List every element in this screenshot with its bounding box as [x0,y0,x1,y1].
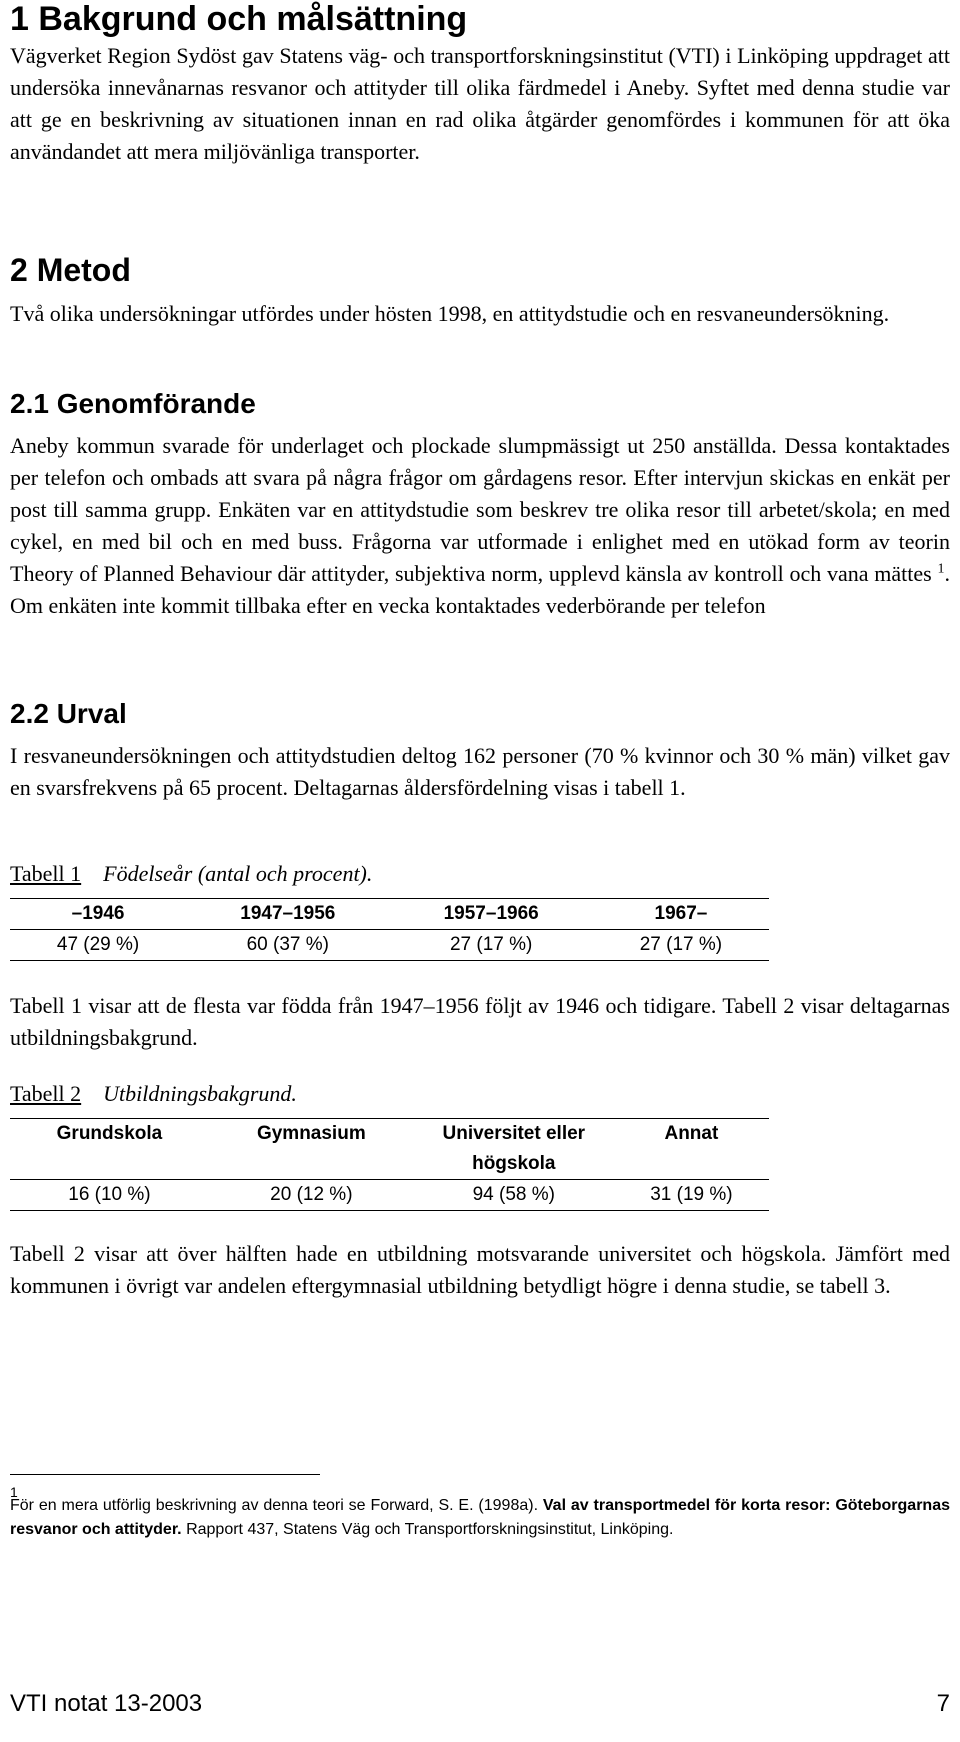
paragraph-urval: I resvaneundersökningen och attitydstudien deltog 162 personer (70 % kvinnor och 30 % män) vilket gav en svarsfrekvens på 65 procent. Deltagarnas åldersfördelning visas i tabell 1. [10,743,950,800]
page-footer [10,1690,950,1718]
table1-header: –1946 [10,899,186,930]
footnote [10,1480,950,1542]
heading-genomforande: 2.1 Genomförande [10,388,256,419]
table1-caption [10,858,372,890]
footnote-ref[interactable]: 1 [937,561,945,577]
table-fodelsear [10,898,769,961]
page-number: 7 [936,1690,950,1717]
table1-header: 1957–1966 [389,899,592,930]
footnote-title: Val av transportmedel för korta resor: Göteborgarnas resvanor och attityder. [10,1497,951,1538]
table2-cell: 20 (12 %) [209,1180,414,1211]
genomforande-text-1: Aneby kommun svarade för underlaget och plockade slumpmässigt ut 250 anställda. Dessa kontaktades per telefon och ombads att svara på några frågor om gårdagens resor. Efter intervjun skickas en enkät per post till samma grupp. Enkäten var en attitydstudie som beskrev tre olika resor till arbetet/skola; en med cykel, en med bil och en med buss. Frågorna var utformade i enlighet med en utökad form av teorin Theory of Planned Behaviour där attityder, subjektiva norm, upplevd känsla av kontroll och vana mättes [10,433,950,586]
table2-title: Utbildningsbakgrund. [103,1081,297,1106]
table1-header: 1947–1956 [186,899,389,930]
paragraph-metod: Två olika undersökningar utfördes under hösten 1998, en attitydstudie och en resvaneundersökning. [10,301,890,326]
table2-caption [10,1078,297,1110]
heading-metod: 2 Metod [10,252,131,288]
footnote-number: 1 [10,1484,18,1500]
footnote-text-2: Rapport 437, Statens Väg och Transportforskningsinstitut, Linköping. [181,1521,674,1538]
footnote-text-1: För en mera utförlig beskrivning av denna teori se Forward, S. E. (1998a). [10,1497,543,1514]
heading-bakgrund: 1 Bakgrund och målsättning [10,0,468,38]
table2-header: Gymnasium [209,1119,414,1180]
table2-row [10,1180,769,1211]
table2-header-row [10,1119,769,1180]
table-utbildning [10,1118,769,1211]
paragraph-genomforande [10,430,950,622]
paragraph-after-table2: Tabell 2 visar att över hälften hade en utbildning motsvarande universitet och högskola. Jämfört med kommunen i övrigt var andelen eftergymnasial utbildning betydligt högre i denna studie, se tabell 3. [10,1241,950,1298]
table2-cell: 94 (58 %) [414,1180,614,1211]
table1-label: Tabell 1 [10,861,82,886]
genomforande-text-2: . Om enkäten inte kommit tillbaka efter en vecka kontaktades vederbörande per telefon [10,561,951,618]
table2-cell: 16 (10 %) [10,1180,209,1211]
table1-cell: 47 (29 %) [10,930,186,961]
table1-header: 1967– [593,899,769,930]
paragraph-after-table1: Tabell 1 visar att de flesta var födda från 1947–1956 följt av 1946 och tidigare. Tabell 2 visar deltagarnas utbildningsbakgrund. [10,993,950,1050]
table2-label: Tabell 2 [10,1081,82,1106]
table1-cell: 27 (17 %) [389,930,592,961]
footer-report-id: VTI notat 13-2003 [10,1690,203,1717]
footnote-body [10,1480,950,1542]
table2-header: Grundskola [10,1119,209,1180]
table1-cell: 60 (37 %) [186,930,389,961]
table1-header-row [10,899,769,930]
table1-cell: 27 (17 %) [593,930,769,961]
table2-header: Universitet eller högskola [414,1119,614,1180]
table1-row [10,930,769,961]
paragraph-bakgrund: Vägverket Region Sydöst gav Statens väg- och transportforskningsinstitut (VTI) i Linköping uppdraget att undersöka innevånarnas resvanor och attityder till olika färdmedel i Aneby. Syftet med denna studie var att ge en beskrivning av situationen innan en rad olika åtgärder genomfördes i kommunen för att öka användandet att mera miljövänliga transporter. [10,43,950,164]
table2-cell: 31 (19 %) [614,1180,769,1211]
table2-header: Annat [614,1119,769,1180]
table1-title: Födelseår (antal och procent). [103,861,373,886]
heading-urval: 2.2 Urval [10,698,127,729]
footnote-divider [10,1474,320,1475]
